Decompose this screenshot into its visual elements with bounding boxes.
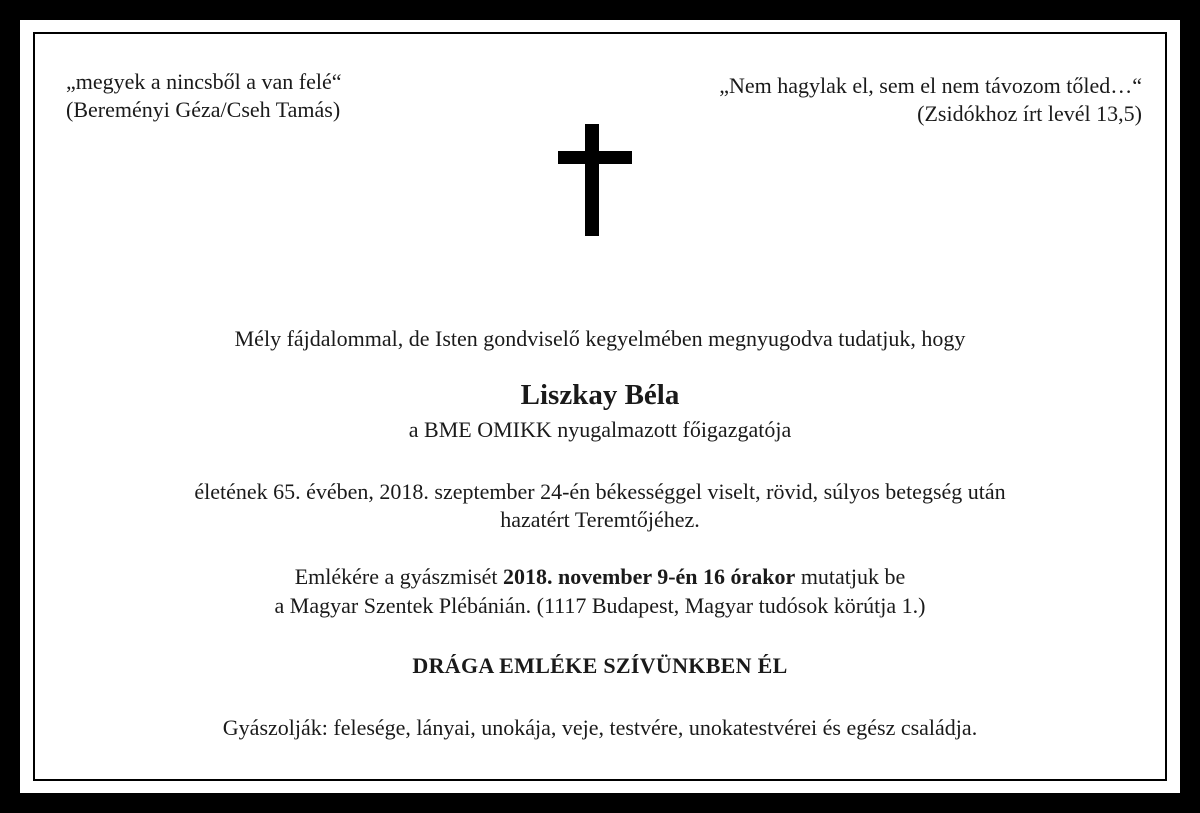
quote-right bbox=[719, 72, 1142, 128]
death-line-2: hazatért Teremtőjéhez. bbox=[500, 507, 700, 532]
mass-datetime: 2018. november 9-én 16 órakor bbox=[503, 564, 796, 589]
quote-left-text: „megyek a nincsből a van felé“ bbox=[66, 69, 342, 94]
cross-icon bbox=[558, 124, 632, 236]
quote-right-source: (Zsidókhoz írt levél 13,5) bbox=[917, 101, 1142, 126]
mass-line-1 bbox=[20, 563, 1180, 591]
quote-left-source: (Bereményi Géza/Cseh Tamás) bbox=[66, 97, 341, 122]
death-line-1: életének 65. évében, 2018. szeptember 24-én békességgel viselt, rövid, súlyos betegség után bbox=[194, 479, 1006, 504]
mass-line-2: a Magyar Szentek Plébánián. (1117 Budapest, Magyar tudósok körútja 1.) bbox=[274, 593, 926, 618]
intro-text: Mély fájdalommal, de Isten gondviselő kegyelmében megnyugodva tudatjuk, hogy bbox=[234, 326, 966, 351]
quote-left bbox=[66, 68, 341, 124]
deceased-name: Liszkay Béla bbox=[520, 379, 680, 411]
deceased-role: a BME OMIKK nyugalmazott főigazgatója bbox=[408, 417, 792, 442]
mourners-text: Gyászolják: felesége, lányai, unokája, veje, testvére, unokatestvérei és egész családja. bbox=[222, 715, 978, 740]
motto: DRÁGA EMLÉKE SZÍVÜNKBEN ÉL bbox=[412, 653, 788, 678]
mass-prefix: Emlékére a gyászmisét bbox=[294, 564, 504, 589]
obituary-card bbox=[20, 20, 1180, 793]
quote-right-text: „Nem hagylak el, sem el nem távozom tőled…“ bbox=[719, 73, 1142, 98]
mass-suffix: mutatjuk be bbox=[795, 564, 906, 589]
